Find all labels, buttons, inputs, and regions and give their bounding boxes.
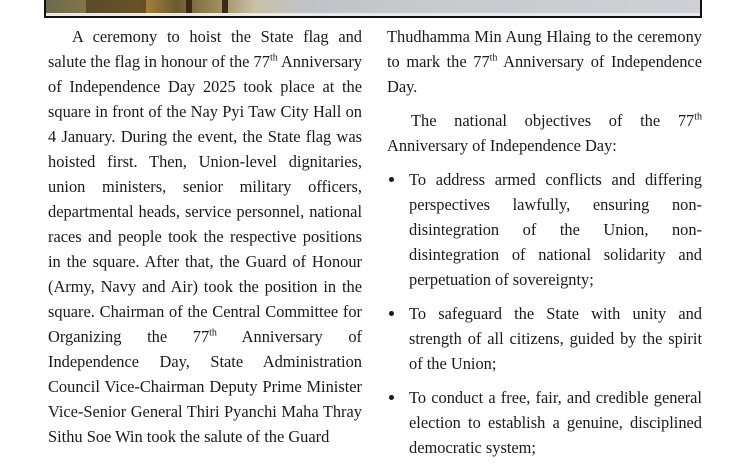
left-column xyxy=(48,24,362,449)
objective-item xyxy=(387,301,702,376)
text-run: Anniversary of Independence Day. xyxy=(387,52,702,96)
paragraph-gap xyxy=(387,99,702,108)
text-run: Thudhamma Min Aung Hlaing to the ceremony to mark the 77 xyxy=(387,27,702,71)
bullet-icon xyxy=(389,395,394,400)
continued-paragraph xyxy=(387,24,702,99)
objectives-heading xyxy=(387,108,702,158)
objective-text: To conduct a free, fair, and credible general election to establish a genuine, disciplined democratic system; xyxy=(409,388,702,457)
superscript: th xyxy=(694,111,702,123)
text-run: Anniversary of Independence Day: xyxy=(387,136,617,155)
bullet-icon xyxy=(389,311,394,316)
objective-item xyxy=(387,167,702,292)
ceremony-photo xyxy=(44,0,702,18)
text-run: A ceremony to hoist the State flag and salute the flag in honour of the 77 xyxy=(48,27,362,71)
objective-text: To address armed conflicts and differing perspectives lawfully, ensuring non-disintegration of the Union, non-disintegration of national solidarity and perpetuation of sovereignty; xyxy=(409,170,702,289)
text-run: Anniversary of Independence Day 2025 took place at the square in front of the Nay Pyi Taw City Hall on 4 January. During the event, the State flag was hoisted first. Then, Union-level dignitaries, union ministers, senior military officers, departmental heads, service personnel, national races and people took the respective positions in the square. After that, the Guard of Honour (Army, Navy and Air) took the position in the square. Chairman of the Central Committee for Organizing the 77 xyxy=(48,52,362,346)
ceremony-paragraph xyxy=(48,24,362,449)
photo-ground-strip xyxy=(46,13,700,16)
superscript: th xyxy=(489,52,498,64)
paragraph-gap xyxy=(387,158,702,167)
text-run: The national objectives of the 77 xyxy=(411,111,695,130)
right-column xyxy=(387,24,702,469)
objective-text: To safeguard the State with unity and strength of all citizens, guided by the spirit of the Union; xyxy=(409,304,702,373)
objective-item xyxy=(387,385,702,460)
text-run: Anniversary of Independence Day, State Administration Council Vice-Chairman Deputy Prime Minister Vice-Senior General Thiri Pyanchi Maha Thray Sithu Soe Win took the salute of the Guard xyxy=(48,327,362,446)
bullet-icon xyxy=(389,177,394,182)
superscript: th xyxy=(269,52,278,64)
superscript: th xyxy=(209,327,217,339)
